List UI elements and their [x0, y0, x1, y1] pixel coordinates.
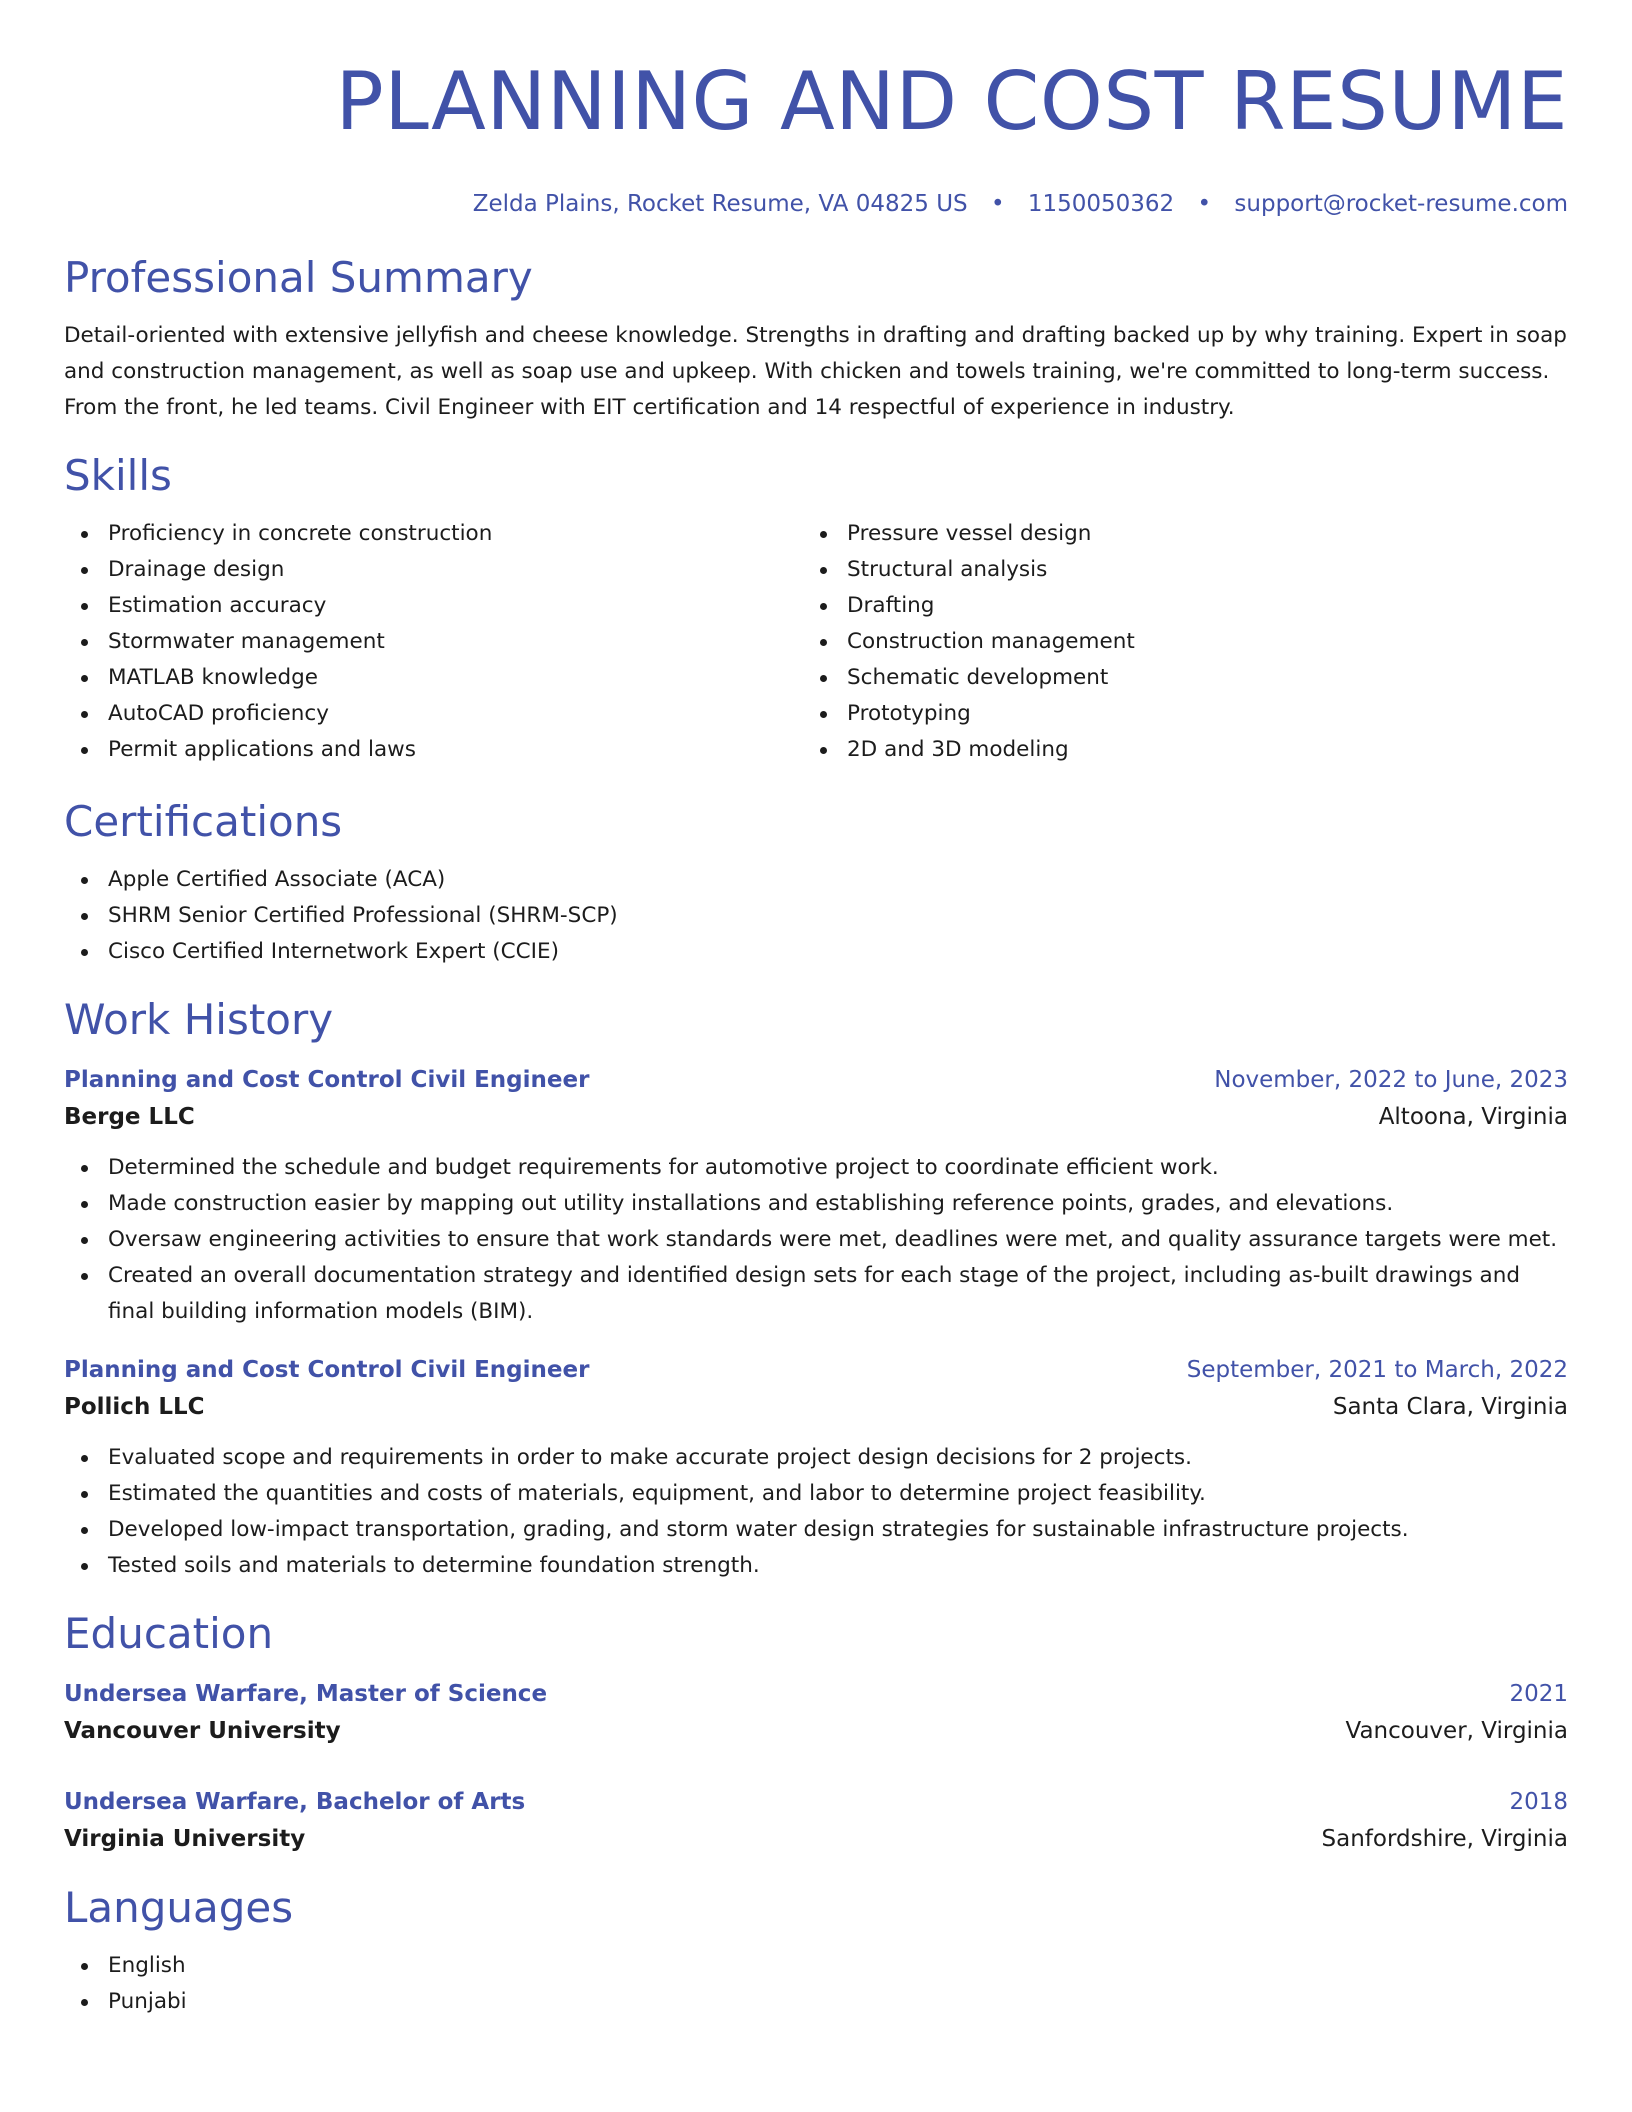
education-year: 2018	[1509, 1789, 1568, 1815]
job-entry	[64, 1352, 1568, 1584]
job-bullet: Created an overall documentation strategy and identified design sets for each stage of the project, including as-built drawings and final building information models (BIM).	[64, 1258, 1568, 1330]
education-degree: Undersea Warfare, Bachelor of Arts	[64, 1789, 526, 1815]
language-item: English	[64, 1948, 1568, 1984]
education-section	[64, 1608, 1568, 1858]
education-school: Virginia University	[64, 1826, 306, 1852]
education-entry	[64, 1676, 1568, 1750]
section-title-summary: Professional Summary	[64, 253, 533, 302]
skill-item: Structural analysis	[803, 552, 1542, 588]
education-entry	[64, 1784, 1568, 1858]
skill-item: Drafting	[803, 588, 1542, 624]
education-location: Vancouver, Virginia	[1345, 1718, 1568, 1744]
skill-item: Prototyping	[803, 696, 1542, 732]
job-bullets	[64, 1150, 1568, 1330]
job-bullet: Evaluated scope and requirements in order to make accurate project design decisions for 2 projects.	[64, 1440, 1568, 1476]
job-subheader	[64, 1098, 1568, 1136]
education-header	[64, 1784, 1568, 1820]
certifications-section	[64, 796, 1568, 970]
section-title-education: Education	[64, 1609, 274, 1658]
resume-title: PLANNING AND COST RESUME	[335, 55, 1568, 148]
skill-item: Drainage design	[64, 552, 803, 588]
job-title: Planning and Cost Control Civil Engineer	[64, 1357, 590, 1383]
job-dates: November, 2022 to June, 2023	[1214, 1067, 1568, 1093]
contact-line	[64, 188, 1568, 220]
job-bullet: Tested soils and materials to determine foundation strength.	[64, 1548, 1568, 1584]
certification-item: Cisco Certified Internetwork Expert (CCIE)	[64, 934, 1568, 970]
skill-item: MATLAB knowledge	[64, 660, 803, 696]
job-subheader	[64, 1388, 1568, 1426]
education-header	[64, 1676, 1568, 1712]
job-header	[64, 1062, 1568, 1098]
education-school: Vancouver University	[64, 1718, 341, 1744]
certification-item: SHRM Senior Certified Professional (SHRM-SCP)	[64, 898, 1568, 934]
skill-item: 2D and 3D modeling	[803, 732, 1542, 768]
skill-item: Construction management	[803, 624, 1542, 660]
job-company: Berge LLC	[64, 1104, 195, 1130]
job-bullet: Estimated the quantities and costs of materials, equipment, and labor to determine project feasibility.	[64, 1476, 1568, 1512]
job-entry	[64, 1062, 1568, 1330]
education-year: 2021	[1509, 1681, 1568, 1707]
work-history-section	[64, 994, 1568, 1584]
job-header	[64, 1352, 1568, 1388]
contact-email[interactable]: support@rocket-resume.com	[1234, 191, 1568, 217]
skill-item: Pressure vessel design	[803, 516, 1542, 552]
certifications-list	[64, 862, 1568, 970]
section-title-languages: Languages	[64, 1883, 294, 1932]
job-company: Pollich LLC	[64, 1394, 205, 1420]
skills-list-left	[64, 516, 803, 768]
job-title: Planning and Cost Control Civil Engineer	[64, 1067, 590, 1093]
skill-item: Estimation accuracy	[64, 588, 803, 624]
contact-separator: •	[1197, 191, 1212, 217]
education-degree: Undersea Warfare, Master of Science	[64, 1681, 548, 1707]
job-bullet: Determined the schedule and budget requirements for automotive project to coordinate efficient work.	[64, 1150, 1568, 1186]
skills-columns	[64, 516, 1568, 768]
languages-list	[64, 1948, 1568, 2020]
skill-item: Stormwater management	[64, 624, 803, 660]
job-bullets	[64, 1440, 1568, 1584]
skill-item: Permit applications and laws	[64, 732, 803, 768]
section-title-certifications: Certifications	[64, 797, 343, 846]
job-location: Altoona, Virginia	[1378, 1104, 1568, 1130]
education-subheader	[64, 1712, 1568, 1750]
job-bullet: Oversaw engineering activities to ensure that work standards were met, deadlines were met, and quality assurance targets were met.	[64, 1222, 1568, 1258]
languages-section	[64, 1882, 1568, 2020]
job-dates: September, 2021 to March, 2022	[1186, 1357, 1568, 1383]
summary-text: Detail-oriented with extensive jellyfish and cheese knowledge. Strengths in drafting and drafting backed up by why training. Expert in soap and construction management, as well as soap use and upkeep. With chicken and towels training, we're committed to long-term success. From the front, he led teams. Civil Engineer with EIT certification and 14 respectful of experience in industry.	[64, 323, 1567, 420]
contact-address: Zelda Plains, Rocket Resume, VA 04825 US	[472, 191, 968, 217]
contact-phone: 1150050362	[1027, 191, 1175, 217]
education-subheader	[64, 1820, 1568, 1858]
language-item: Punjabi	[64, 1984, 1568, 2020]
job-location: Santa Clara, Virginia	[1332, 1394, 1568, 1420]
contact-separator: •	[990, 191, 1005, 217]
skill-item: Proficiency in concrete construction	[64, 516, 803, 552]
section-title-work-history: Work History	[64, 995, 334, 1044]
skill-item: Schematic development	[803, 660, 1542, 696]
certification-item: Apple Certified Associate (ACA)	[64, 862, 1568, 898]
education-location: Sanfordshire, Virginia	[1321, 1826, 1568, 1852]
job-bullet: Developed low-impact transportation, grading, and storm water design strategies for sustainable infrastructure projects.	[64, 1512, 1568, 1548]
skills-list-right	[803, 516, 1542, 768]
skills-section	[64, 450, 1568, 768]
skill-item: AutoCAD proficiency	[64, 696, 803, 732]
section-title-skills: Skills	[64, 451, 172, 500]
job-bullet: Made construction easier by mapping out utility installations and establishing reference points, grades, and elevations.	[64, 1186, 1568, 1222]
summary-section	[64, 252, 1568, 426]
